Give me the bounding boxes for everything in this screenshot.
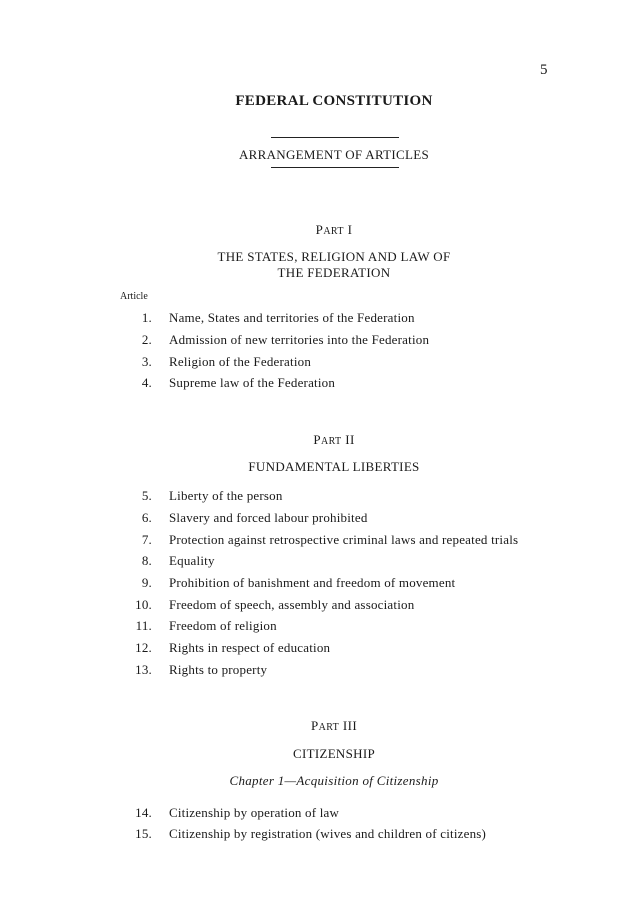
document-title: FEDERAL CONSTITUTION (235, 93, 433, 109)
article-number: 12. (135, 640, 152, 655)
article-number: 5. (141, 488, 152, 503)
article-number: 15. (135, 826, 152, 841)
article-row (0, 575, 638, 595)
article-row (0, 553, 638, 573)
article-title: Admission of new territories into the Federation (169, 332, 430, 347)
article-number: 14. (135, 805, 152, 820)
article-title: Rights in respect of education (169, 640, 331, 655)
article-number: 3. (141, 354, 152, 369)
part-label-prefix: P (315, 222, 324, 237)
article-title: Equality (169, 553, 215, 568)
article-number: 13. (135, 662, 152, 677)
article-row (0, 532, 638, 552)
part-heading-line: THE FEDERATION (277, 265, 391, 280)
part-label-2 (0, 432, 638, 448)
article-row (0, 332, 638, 352)
chapter-heading: Chapter 1—Acquisition of Citizenship (229, 773, 439, 788)
article-title: Slavery and forced labour prohibited (169, 510, 368, 525)
divider-top (271, 137, 399, 138)
article-number: 4. (141, 375, 152, 390)
article-title: Prohibition of banishment and freedom of movement (169, 575, 456, 590)
part-label-small: ART (318, 722, 340, 733)
article-number: 7. (141, 532, 152, 547)
part-label-prefix: P (310, 718, 319, 733)
article-number: 2. (141, 332, 152, 347)
article-column-label: Article (120, 291, 148, 302)
part-heading-line: CITIZENSHIP (292, 746, 376, 761)
part-numeral: III (342, 718, 358, 733)
part-numeral: II (345, 432, 355, 447)
article-number: 9. (141, 575, 152, 590)
article-number: 1. (141, 310, 152, 325)
article-title: Freedom of religion (169, 618, 277, 633)
document-subtitle: ARRANGEMENT OF ARTICLES (238, 147, 430, 162)
part-label-prefix: P (313, 432, 321, 447)
article-row (0, 826, 638, 846)
divider-bottom (271, 167, 399, 168)
article-row (0, 597, 638, 617)
article-title: Supreme law of the Federation (169, 375, 336, 390)
article-number: 10. (135, 597, 152, 612)
article-number: 11. (135, 618, 152, 633)
article-title: Religion of the Federation (169, 354, 312, 369)
part-heading-line: FUNDAMENTAL LIBERTIES (248, 459, 420, 474)
article-row (0, 640, 638, 660)
article-title: Name, States and territories of the Federation (169, 310, 415, 325)
article-row (0, 805, 638, 825)
article-row (0, 618, 638, 638)
article-title: Liberty of the person (169, 488, 283, 503)
part-label-small: ART (323, 226, 344, 237)
part-heading-line: THE STATES, RELIGION AND LAW OF (217, 249, 451, 264)
part-label-1 (0, 222, 638, 238)
page-number: 5 (540, 62, 548, 78)
part-numeral: I (347, 222, 353, 237)
article-title: Citizenship by registration (wives and children of citizens) (169, 826, 487, 841)
article-row (0, 354, 638, 374)
article-row (0, 488, 638, 508)
article-row (0, 375, 638, 395)
article-title: Freedom of speech, assembly and association (169, 597, 415, 612)
part-heading-2 (0, 459, 638, 475)
article-title: Rights to property (169, 662, 268, 677)
part-label-small: ART (320, 436, 342, 447)
article-row (0, 310, 638, 330)
article-row (0, 510, 638, 530)
part-heading-1 (0, 249, 638, 281)
part-heading-3 (0, 746, 638, 762)
article-title: Citizenship by operation of law (169, 805, 340, 820)
article-title: Protection against retrospective criminal laws and repeated trials (169, 532, 519, 547)
article-row (0, 662, 638, 682)
article-number: 6. (141, 510, 152, 525)
article-number: 8. (141, 553, 152, 568)
part-label-3 (0, 718, 638, 734)
